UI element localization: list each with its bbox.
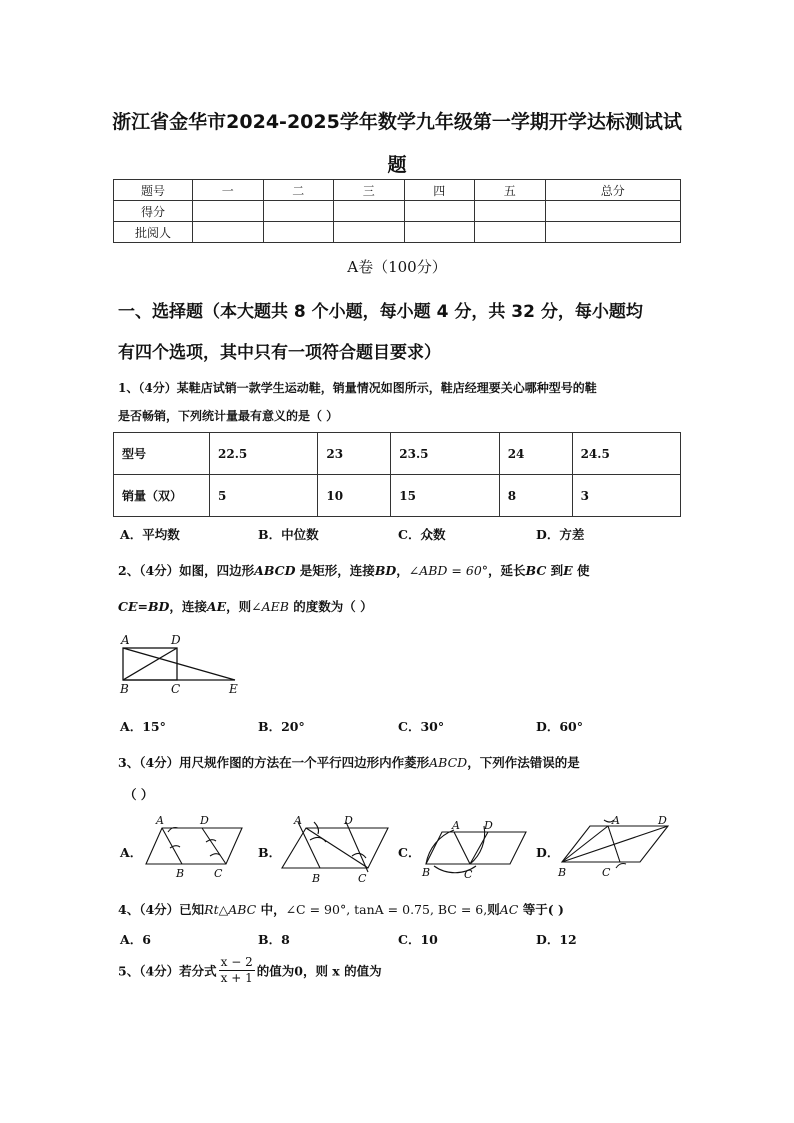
q4-option-b: B．8 [258,932,290,947]
q5-text-part: 的值为0，则 x 的值为 [256,963,382,979]
construction-line [346,822,368,872]
part1-heading: 一、选择题（本大题共 8 个小题，每小题 4 分，共 32 分，每小题均 [118,302,643,322]
parallelogram [146,828,242,864]
q2-text-part: 使 [572,563,590,578]
q4-option-c: C．10 [398,932,438,947]
q3-option-c: C． [398,845,421,860]
part1-heading-line2: 有四个选项，其中只有一项符合题目要求） [118,343,441,363]
q2-math: CE=BD [118,599,170,614]
construction-arc [352,853,366,858]
label-a: A [452,819,460,832]
parallelogram [426,832,526,864]
q4-text-part: 4、（4分）已知 [118,902,205,917]
construction-line [470,832,488,864]
reviewer-row [114,222,681,243]
label-d: D [344,814,353,827]
q2-option-b: B．20° [258,719,305,734]
q3-figure-c [418,816,530,882]
q5-text [118,955,382,986]
label-c: C [171,682,181,696]
sales-cell: 3 [572,475,680,517]
q3-text-line2: （ ） [124,787,154,802]
label-d: D [484,819,493,832]
construction-arc [210,854,220,856]
score-cell [263,201,334,222]
sales-cell: 23.5 [391,433,499,475]
score-row [114,201,681,222]
label-b: B [312,872,321,885]
q5-fraction [219,955,255,986]
construction-line [298,822,320,868]
score-header-cell: 五 [475,180,546,201]
q3-figure-a [140,812,248,882]
q3-option-d: D． [536,845,560,860]
sales-cell: 22.5 [210,433,318,475]
q2-text-part: 2、（4分）如图，四边形 [118,563,255,578]
q3-option-b: B． [258,845,282,860]
label-b: B [176,867,185,880]
score-cell [404,201,475,222]
q1-option-b: B．中位数 [258,527,319,542]
diagonal-line [562,826,668,862]
sales-row-label: 销量（双） [114,475,210,517]
score-cell [475,201,546,222]
score-header-cell: 三 [334,180,405,201]
q2-text-part: ，延长 [488,563,526,578]
score-cell [334,201,405,222]
score-table-header-row [114,180,681,201]
score-header-cell: 总分 [545,180,681,201]
q4-math: ∠C = 90°, tanA = 0.75, BC = 6, [285,902,488,917]
construction-arc [310,837,326,842]
construction-line [454,832,470,864]
q3-math: ABCD [429,755,468,770]
score-cell [263,222,334,243]
q3-figure-d [556,812,674,882]
fraction-denominator: x + 1 [220,971,253,985]
q2-rectangle-figure [115,630,245,698]
score-cell [193,222,264,243]
sales-size-row [114,433,681,475]
q3-text-part: 3、（4分）用尺规作图的方法在一个平行四边形内作菱形 [118,755,430,770]
q2-math: ∠AEB [251,599,289,614]
parallelogram [282,828,388,868]
q1-text: 1、（4分）某鞋店试销一款学生运动鞋，销量情况如图所示，鞋店经理要关心哪种型号的鞋 [118,381,597,395]
q4-option-a: A．6 [120,932,151,947]
score-cell [404,222,475,243]
sales-cell: 24.5 [572,433,680,475]
line-ae [123,648,235,680]
q3-figure-b [276,812,396,888]
q2-option-d: D．60° [536,719,583,734]
sales-count-row [114,475,681,517]
q2-math: ABCD [254,563,296,578]
label-c: C [464,868,473,881]
q2-text-part: 到 [546,563,564,578]
sales-cell: 23 [318,433,391,475]
q5-text-part: 5、（4分）若分式 [118,963,217,979]
label-a: A [156,814,164,827]
label-b: B [422,866,431,879]
label-b: B [558,866,567,879]
sales-cell: 8 [499,475,572,517]
construction-line [608,826,620,862]
q2-math: AE [206,599,227,614]
line-bd [123,648,177,680]
sales-cell: 24 [499,433,572,475]
score-cell [334,222,405,243]
q2-option-c: C．30° [398,719,445,734]
construction-line [202,828,226,864]
label-e: E [229,682,238,696]
label-d: D [658,814,667,827]
sales-cell: 15 [391,475,499,517]
score-row-label: 得分 [114,201,193,222]
score-cell [475,222,546,243]
page-title-continued: 题 [387,154,407,176]
sales-row-label: 型号 [114,433,210,475]
q4-text [118,900,564,918]
q2-text-part: 的度数为（ ） [288,599,373,614]
q3-text-part: ，下列作法错误的是 [467,755,580,770]
q2-text-part: ，则 [226,599,252,614]
fraction-numerator: x − 2 [220,955,253,969]
score-table [113,179,681,243]
sales-cell: 10 [318,475,391,517]
construction-line [562,826,608,862]
score-cell [193,201,264,222]
q4-option-d: D．12 [536,932,577,947]
q1-text-line2: 是否畅销，下列统计量最有意义的是（ ） [118,409,339,423]
sales-table [113,432,681,517]
score-header-cell: 二 [263,180,334,201]
q4-text-part: 则 [487,902,500,917]
q4-math: Rt△ABC [204,902,257,917]
label-b: B [120,682,129,696]
q1-option-c: C．众数 [398,527,446,542]
q2-math: E [563,563,573,578]
q3-option-a: A． [120,845,143,860]
q2-text-line2 [118,597,373,615]
score-header-cell: 一 [193,180,264,201]
label-a: A [121,633,130,647]
sales-cell: 5 [210,475,318,517]
q3-text [118,753,580,771]
page-title: 浙江省金华市2024-2025学年数学九年级第一学期开学达标测试试 [112,111,682,133]
label-a: A [612,814,620,827]
label-c: C [602,866,611,879]
q2-text-part: ，连接 [169,599,207,614]
diagonal-line [306,828,368,868]
q4-math: AC [499,902,519,917]
construction-arc [616,864,626,869]
q4-text-part: 等于( ) [518,902,564,917]
q1-option-a: A．平均数 [120,527,180,542]
q2-math: ∠ABD = 60° [408,563,489,578]
q2-text-part: 是矩形，连接 [295,563,375,578]
label-d: D [200,814,209,827]
q1-option-d: D．方差 [536,527,585,542]
section-a-heading: A卷（100分） [347,258,447,276]
score-cell [545,201,681,222]
score-header-cell: 四 [404,180,475,201]
label-c: C [358,872,367,885]
reviewer-row-label: 批阅人 [114,222,193,243]
score-cell [545,222,681,243]
q2-text [118,561,590,579]
label-d: D [171,633,181,647]
q2-text-part: ， [396,563,409,578]
q4-text-part: 中， [256,902,286,917]
label-a: A [294,814,302,827]
label-c: C [214,867,223,880]
q2-math: BC [525,563,547,578]
q2-option-a: A．15° [120,719,166,734]
q2-math: BD [374,563,397,578]
score-header-cell: 题号 [114,180,193,201]
